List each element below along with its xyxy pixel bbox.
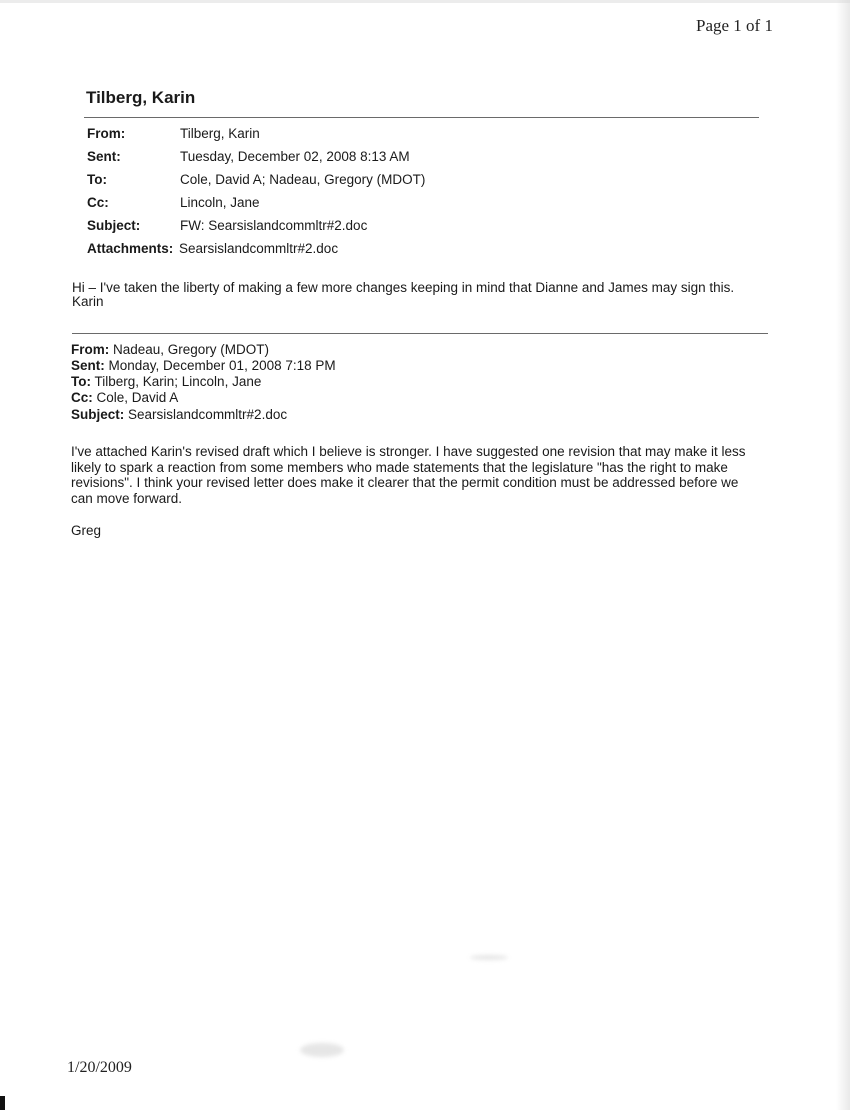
sent-value: Tuesday, December 02, 2008 8:13 AM xyxy=(180,149,410,164)
forwarded-sent-value: Monday, December 01, 2008 7:18 PM xyxy=(104,358,336,373)
scan-smudge xyxy=(300,1043,344,1057)
header-divider xyxy=(84,117,759,118)
forwarded-cc-label: Cc: xyxy=(71,390,93,405)
forwarded-subject-label: Subject: xyxy=(71,407,125,422)
sender-heading: Tilberg, Karin xyxy=(86,88,196,107)
forwarded-body-line: likely to spark a reaction from some members who made statements that the legislature "has the right to make xyxy=(71,459,728,475)
sent-label: Sent: xyxy=(87,149,121,164)
forwarded-sent-label: Sent: xyxy=(71,358,105,373)
subject-label: Subject: xyxy=(87,218,141,233)
forwarded-to-label: To: xyxy=(71,374,91,389)
forward-divider xyxy=(72,333,768,334)
forwarded-body-line: revisions". I think your revised letter does make it clearer that the permit condition must be addressed before we xyxy=(71,475,739,490)
attachments-label: Attachments: xyxy=(87,241,174,256)
message-body-line: Hi – I've taken the liberty of making a few more changes keeping in mind that Dianne and James may sign this. xyxy=(72,280,735,295)
forwarded-from-value: Nadeau, Gregory (MDOT) xyxy=(109,342,270,357)
footer-date: 1/20/2009 xyxy=(67,1059,132,1076)
forwarded-subject-line xyxy=(71,407,287,422)
from-value: Tilberg, Karin xyxy=(180,126,260,141)
page-number: Page 1 of 1 xyxy=(696,16,773,35)
forwarded-from-label: From: xyxy=(71,342,110,357)
forwarded-body-line: can move forward. xyxy=(71,490,183,506)
forwarded-to-line xyxy=(71,374,261,389)
forwarded-message-body xyxy=(71,444,776,506)
forwarded-subject-value: Searsislandcommltr#2.doc xyxy=(124,407,288,422)
forwarded-cc-value: Cole, David A xyxy=(92,390,179,405)
subject-value: FW: Searsislandcommltr#2.doc xyxy=(180,218,368,233)
forwarded-sent-line xyxy=(71,358,336,373)
forwarded-body-line: I've attached Karin's revised draft which I believe is stronger. I have suggested one revision that may make it less xyxy=(71,444,746,459)
scan-mark xyxy=(0,1096,5,1110)
message-signoff: Karin xyxy=(72,294,104,309)
scan-smudge xyxy=(470,955,508,960)
scan-edge-top xyxy=(0,0,850,3)
to-value: Cole, David A; Nadeau, Gregory (MDOT) xyxy=(180,172,426,187)
forwarded-to-value: Tilberg, Karin; Lincoln, Jane xyxy=(91,374,262,389)
cc-value: Lincoln, Jane xyxy=(180,195,260,210)
cc-label: Cc: xyxy=(87,195,109,210)
signature: Greg xyxy=(71,523,102,538)
forwarded-cc-line xyxy=(71,390,178,405)
to-label: To: xyxy=(87,172,107,187)
scan-edge-right xyxy=(836,0,850,1110)
forwarded-from-line xyxy=(71,342,269,357)
from-label: From: xyxy=(87,126,126,141)
attachment-file: Searsislandcommltr#2.doc xyxy=(179,241,339,256)
